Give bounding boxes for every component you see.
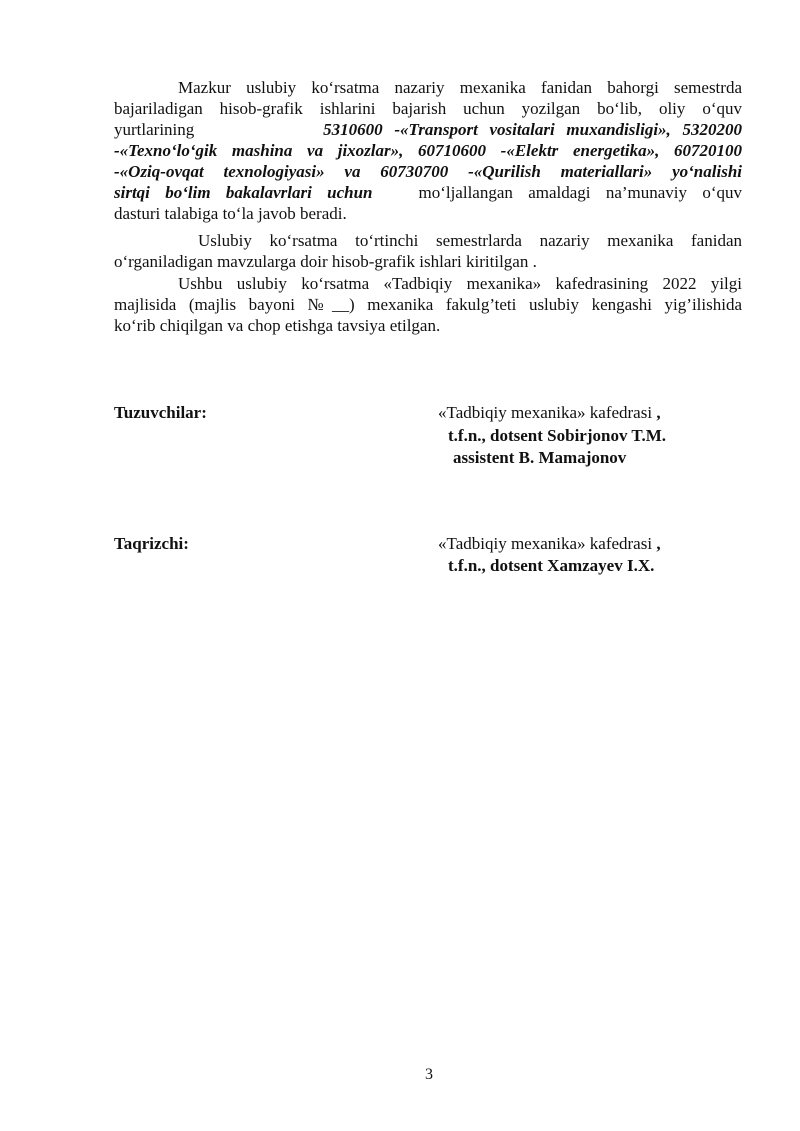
scope-paragraph — [114, 230, 742, 272]
reviewer-name — [448, 556, 654, 576]
specialty-text: sirtqi bo‘lim bakalavrlari uchun — [114, 183, 373, 202]
reviewer-department — [438, 534, 661, 554]
specialty-line: -«Texno‘lo‘gik mashina va jixozlar», 60710600 -«Elektr energetika», 60720100 — [114, 141, 742, 160]
department-name: «Tadbiqiy mexanika» kafedrasi — [438, 403, 653, 422]
department-name: «Tadbiqiy mexanika» kafedrasi — [438, 534, 653, 553]
paragraph-line: Ushbu uslubiy ko‘rsatma «Tadbiqiy mexanika» kafedrasining 2022 yilgi — [178, 274, 742, 293]
intro-paragraph — [114, 77, 742, 224]
specialty-text: 5310600 -«Transport vositalari muxandisligi», 5320200 — [323, 120, 742, 139]
paragraph-line: majlisida (majlis bayoni №__) mexanika fakulg’teti uslubiy kengashi yig’ilishida — [114, 295, 742, 314]
paragraph-line: o‘rganiladigan mavzularga doir hisob-grafik ishlari kiritilgan . — [114, 252, 537, 271]
compilers-label: Tuzuvchilar: — [114, 403, 207, 422]
compilers-department — [438, 403, 661, 423]
paragraph-line: bajariladigan hisob-grafik ishlarini bajarish uchun yozilgan bo‘lib, oliy o‘quv — [114, 99, 742, 118]
department-comma: , — [656, 403, 661, 422]
compiler-name-text: assistent B. Mamajonov — [453, 448, 627, 467]
paragraph-line: dasturi talabiga to‘la javob beradi. — [114, 204, 347, 223]
compiler-name — [448, 426, 666, 446]
page-number: 3 — [425, 1066, 433, 1083]
approval-paragraph — [114, 273, 742, 336]
compiler-name — [453, 448, 626, 468]
paragraph-line: Mazkur uslubiy ko‘rsatma nazariy mexanika fanidan bahorgi semestrda — [178, 78, 742, 97]
plain-text: mo‘ljallangan amaldagi na’munaviy o‘quv — [418, 183, 742, 202]
reviewer-name-text: t.f.n., dotsent Xamzayev I.X. — [448, 556, 655, 575]
department-comma: , — [656, 534, 661, 553]
paragraph-line — [114, 182, 742, 203]
specialty-line: -«Oziq-ovqat texnologiyasi» va 60730700 -«Qurilish materiallari» yo‘nalishi — [114, 162, 742, 181]
plain-text: yurtlarining — [114, 120, 195, 139]
reviewer-label: Taqrizchi: — [114, 534, 189, 553]
compiler-name-text: t.f.n., dotsent Sobirjonov T.M. — [448, 426, 667, 445]
paragraph-line: Uslubiy ko‘rsatma to‘rtinchi semestrlarda nazariy mexanika fanidan — [198, 231, 742, 250]
paragraph-line: ko‘rib chiqilgan va chop etishga tavsiya etilgan. — [114, 316, 441, 335]
paragraph-line — [114, 119, 742, 140]
